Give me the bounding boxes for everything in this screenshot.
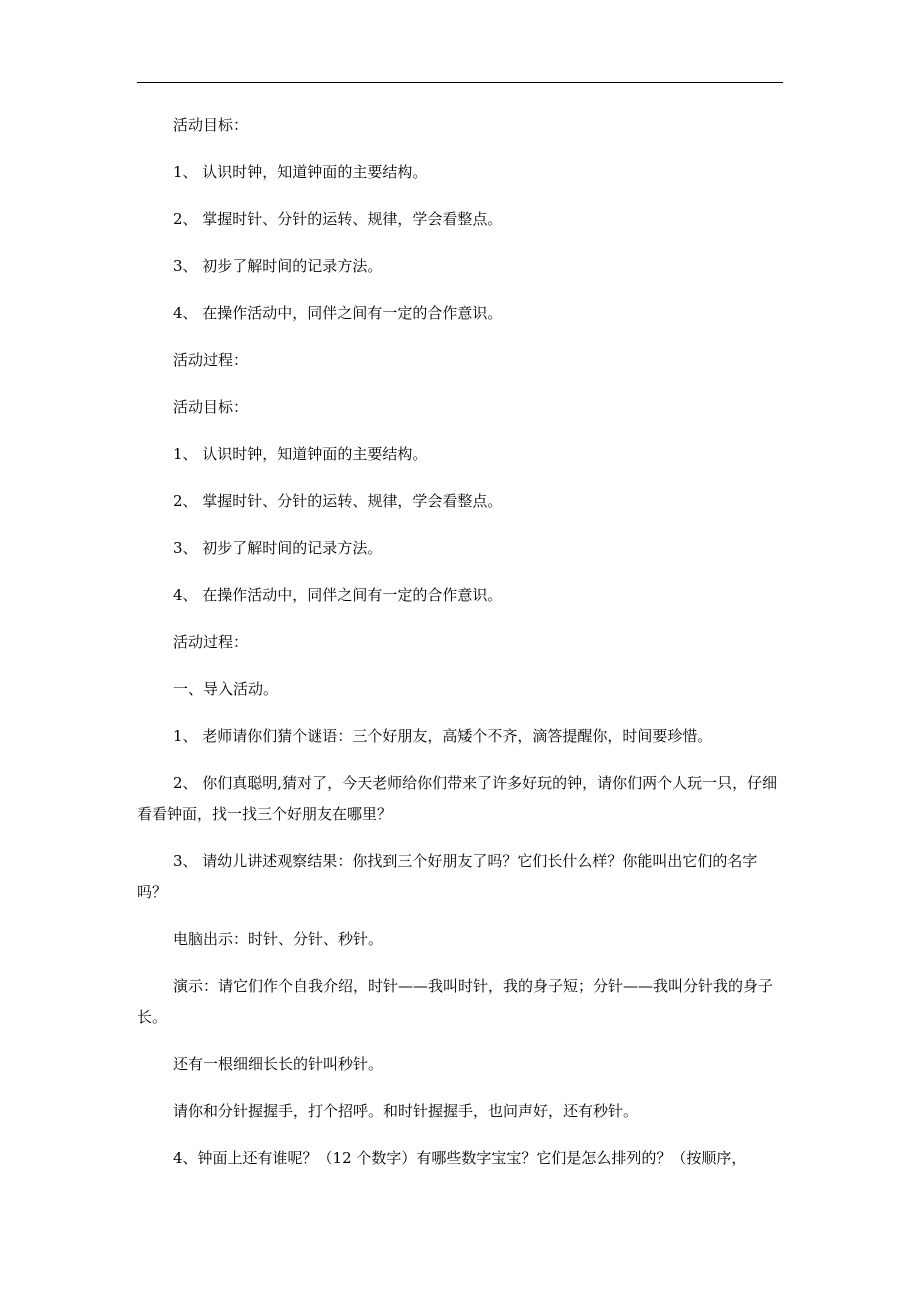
list-item: 3、 初步了解时间的记录方法。 [173,539,383,557]
body-paragraph: 请你和分针握握手，打个招呼。和时针握握手，也问声好，还有秒针。 [173,1102,639,1120]
document-body [137,110,783,1190]
list-item: 1、 认识时钟，知道钟面的主要结构。 [173,163,428,181]
section-heading: 活动目标： [173,398,249,416]
list-item: 4、 在操作活动中，同伴之间有一定的合作意识。 [173,304,503,322]
list-item: 1、 老师请你们猜个谜语：三个好朋友，高矮个不齐，滴答提醒你，时间要珍惜。 [173,727,713,745]
subsection-heading: 一、导入活动。 [173,680,279,698]
header-rule [137,82,783,83]
section-heading: 活动过程： [173,633,249,651]
body-paragraph: 演示：请它们作个自我介绍，时针——我叫时针，我的身子短；分针——我叫分针我的身子长。 [137,977,774,1026]
list-item: 3、 请幼儿讲述观察结果：你找到三个好朋友了吗？它们长什么样？你能叫出它们的名字吗？ [137,852,758,901]
body-paragraph: 还有一根细细长长的针叫秒针。 [173,1055,384,1073]
list-item: 2、 掌握时针、分针的运转、规律，学会看整点。 [173,492,503,510]
body-paragraph: 电脑出示：时针、分针、秒针。 [173,930,384,948]
list-item: 2、 掌握时针、分针的运转、规律，学会看整点。 [173,210,503,228]
list-item: 4、钟面上还有谁呢？（12 个数字）有哪些数字宝宝？它们是怎么排列的？（按顺序， [173,1149,747,1167]
list-item: 3、 初步了解时间的记录方法。 [173,257,383,275]
list-item: 1、 认识时钟，知道钟面的主要结构。 [173,445,428,463]
list-item: 2、 你们真聪明,猜对了，今天老师给你们带来了许多好玩的钟，请你们两个人玩一只，仔细看看钟面，找一找三个好朋友在哪里？ [137,774,778,823]
list-item: 4、 在操作活动中，同伴之间有一定的合作意识。 [173,586,503,604]
section-heading: 活动过程： [173,351,249,369]
section-heading: 活动目标： [173,116,249,134]
